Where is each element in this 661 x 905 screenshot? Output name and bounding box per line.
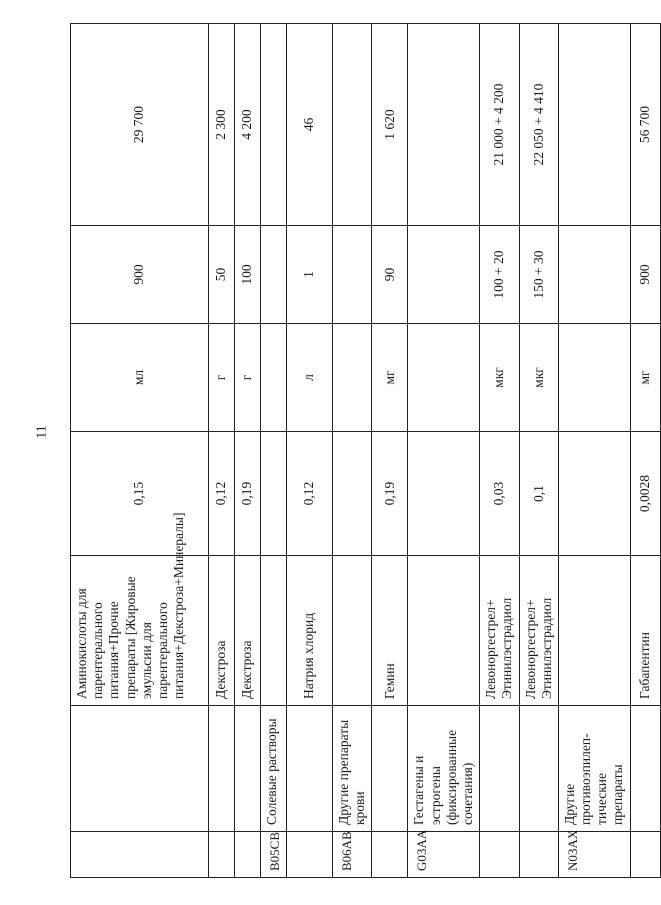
table-row [71,24,209,878]
dose-cell: 900 [630,226,660,324]
group-cell [372,706,408,832]
table-row [287,24,333,878]
dose-cell [408,226,480,324]
group-cell [209,706,235,832]
table-row [209,24,235,878]
coefficient-cell: 0,0028 [630,432,660,556]
unit-cell: г [235,324,261,432]
unit-cell: мг [630,324,660,432]
unit-cell: мл [71,324,209,432]
coefficient-cell: 0,19 [235,432,261,556]
drug-table [70,23,661,878]
table-row [558,24,630,878]
unit-cell [408,324,480,432]
atc-code-cell: B06AB [333,832,372,878]
atc-code-cell [235,832,261,878]
total-cell: 56 700 [630,24,660,226]
coefficient-cell: 0,15 [71,432,209,556]
dose-cell [261,226,287,324]
rotated-table-container [70,24,653,878]
group-cell: Солевые растворы [261,706,287,832]
table-row [261,24,287,878]
atc-code-cell [287,832,333,878]
page-number: 11 [34,425,50,439]
group-cell [71,706,209,832]
coefficient-cell [408,432,480,556]
table-row [235,24,261,878]
group-cell: Другие препараты крови [333,706,372,832]
coefficient-cell [558,432,630,556]
table-row [630,24,660,878]
total-cell: 29 700 [71,24,209,226]
unit-cell [558,324,630,432]
drug-name-cell: Левоноргестрел+ Этинилэстрадиол [480,556,519,706]
total-cell: 1 620 [372,24,408,226]
drug-name-cell [408,556,480,706]
coefficient-cell: 0,1 [519,432,558,556]
coefficient-cell: 0,03 [480,432,519,556]
drug-name-cell [261,556,287,706]
coefficient-cell [261,432,287,556]
group-cell [630,706,660,832]
total-cell: 4 200 [235,24,261,226]
unit-cell: мкг [480,324,519,432]
dose-cell: 150 + 30 [519,226,558,324]
table-row [372,24,408,878]
unit-cell: мг [372,324,408,432]
dose-cell: 90 [372,226,408,324]
coefficient-cell: 0,12 [287,432,333,556]
table-row [333,24,372,878]
drug-name-cell [558,556,630,706]
atc-code-cell: G03AA [408,832,480,878]
unit-cell: г [209,324,235,432]
group-cell: Гестагены и эстрогены (фиксированные сочетания) [408,706,480,832]
unit-cell: мкг [519,324,558,432]
dose-cell: 50 [209,226,235,324]
table-row [408,24,480,878]
table-row [519,24,558,878]
total-cell: 22 050 + 4 410 [519,24,558,226]
coefficient-cell [333,432,372,556]
unit-cell [261,324,287,432]
atc-code-cell [71,832,209,878]
atc-code-cell [519,832,558,878]
dose-cell: 100 + 20 [480,226,519,324]
total-cell [333,24,372,226]
total-cell: 21 000 + 4 200 [480,24,519,226]
coefficient-cell: 0,12 [209,432,235,556]
dose-cell: 100 [235,226,261,324]
group-cell: Другие противоэпилеп-тические препараты [558,706,630,832]
drug-name-cell: Гемин [372,556,408,706]
group-cell [235,706,261,832]
dose-cell [558,226,630,324]
unit-cell: л [287,324,333,432]
drug-name-cell: Аминокислоты для парентерального питания+Прочие препараты [Жировые эмульсии для парентерального питания+Декстроза+Минералы] [71,556,209,706]
coefficient-cell: 0,19 [372,432,408,556]
total-cell: 2 300 [209,24,235,226]
atc-code-cell: B05CB [261,832,287,878]
group-cell [519,706,558,832]
unit-cell [333,324,372,432]
atc-code-cell [372,832,408,878]
drug-name-cell: Натрия хлорид [287,556,333,706]
total-cell [558,24,630,226]
group-cell [480,706,519,832]
drug-name-cell: Декстроза [209,556,235,706]
dose-cell: 900 [71,226,209,324]
table-rotator [70,24,653,878]
atc-code-cell [630,832,660,878]
atc-code-cell [480,832,519,878]
atc-code-cell [209,832,235,878]
table-row [480,24,519,878]
drug-name-cell [333,556,372,706]
drug-name-cell: Габапентин [630,556,660,706]
total-cell [261,24,287,226]
atc-code-cell: N03AX [558,832,630,878]
group-cell [287,706,333,832]
total-cell [408,24,480,226]
dose-cell: 1 [287,226,333,324]
drug-name-cell: Декстроза [235,556,261,706]
total-cell: 46 [287,24,333,226]
dose-cell [333,226,372,324]
drug-name-cell: Левоноргестрел+ Этинилэстрадиол [519,556,558,706]
